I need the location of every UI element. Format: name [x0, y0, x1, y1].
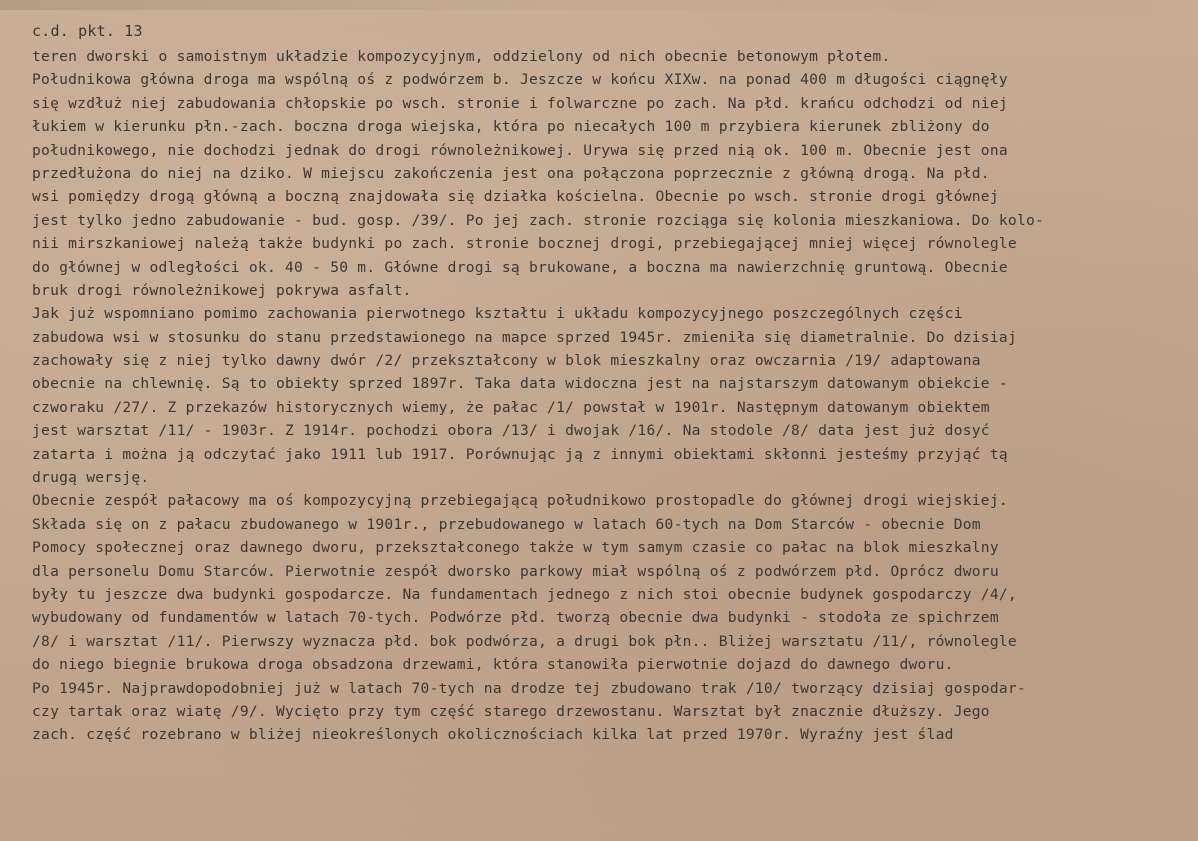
- text-line: łukiem w kierunku płn.-zach. boczna droga wiejska, która po niecałych 100 m przybiera kierunek zbliżony do: [32, 118, 990, 136]
- text-line: Składa się on z pałacu zbudowanego w 1901r., przebudowanego w latach 60-tych na Dom Starców - obecnie Dom: [32, 515, 981, 533]
- torn-top-edge: [0, 0, 1198, 10]
- text-line: Po 1945r. Najprawdopodobniej już w latach 70-tych na drodze tej zbudowano trak /10/ tworzący dzisiaj gospodar-: [32, 679, 1026, 697]
- text-line: jest warsztat /11/ - 1903r. Z 1914r. pochodzi obora /13/ i dwojak /16/. Na stodole /8/ data jest już dosyć: [32, 422, 990, 440]
- text-line: czy tartak oraz wiatę /9/. Wycięto przy tym część starego drzewostanu. Warsztat był znacznie dłuższy. Jego: [32, 702, 990, 720]
- text-line: Południkowa główna droga ma wspólną oś z podwórzem b. Jeszcze w końcu XIXw. na ponad 400 m długości ciągnęły: [32, 71, 1008, 89]
- text-line: południkowego, nie dochodzi jednak do drogi równoleżnikowej. Urywa się przed nią ok. 100 m. Obecnie jest ona: [32, 141, 1008, 159]
- text-line: się wzdłuż niej zabudowania chłopskie po wsch. stronie i folwarczne po zach. Na płd. krańcu odchodzi od niej: [32, 94, 1008, 112]
- text-line: do głównej w odległości ok. 40 - 50 m. Główne drogi są brukowane, a boczna ma nawierzchnię gruntową. Obecnie: [32, 258, 1008, 276]
- text-line: dla personelu Domu Starców. Pierwotnie zespół dworsko parkowy miał wspólną oś z podwórzem płd. Oprócz dworu: [32, 562, 999, 580]
- text-line: były tu jeszcze dwa budynki gospodarcze. Na fundamentach jednego z nich stoi obecnie budynek gospodarczy /4/,: [32, 585, 1017, 603]
- text-line: Jak już wspomniano pomimo zachowania pierwotnego kształtu i układu kompozycyjnego poszczególnych części: [32, 305, 963, 323]
- text-line: czworaku /27/. Z przekazów historycznych wiemy, że pałac /1/ powstał w 1901r. Następnym datowanym obiektem: [32, 398, 990, 416]
- text-line: teren dworski o samoistnym układzie kompozycyjnym, oddzielony od nich obecnie betonowym płotem.: [32, 48, 891, 65]
- text-line: zabudowa wsi w stosunku do stanu przedstawionego na mapce sprzed 1945r. zmieniła się diametralnie. Do dzisiaj: [32, 328, 1017, 346]
- text-line: bruk drogi równoleżnikowej pokrywa asfalt.: [32, 281, 412, 299]
- text-line: wsi pomiędzy drogą główną a boczną znajdowała się działka kościelna. Obecnie po wsch. stronie drogi głównej: [32, 188, 999, 206]
- text-line: jest tylko jedno zabudowanie - bud. gosp. /39/. Po jej zach. stronie rozciąga się kolonia mieszkaniowa. Do kolo-: [32, 211, 1045, 229]
- text-line: Pomocy społecznej oraz dawnego dworu, przekształconego także w tym samym czasie co pałac na blok mieszkalny: [32, 539, 999, 557]
- text-line: przedłużona do niej na dziko. W miejscu zakończenia jest ona połączona poprzecznie z główną drogą. Na płd.: [32, 164, 990, 182]
- text-line: /8/ i warsztat /11/. Pierwszy wyznacza płd. bok podwórza, a drugi bok płn.. Bliżej warsztatu /11/, równolegle: [32, 632, 1017, 650]
- document-body: [32, 45, 1182, 747]
- text-line: zach. część rozebrano w bliżej nieokreślonych okolicznościach kilka lat przed 1970r. Wyraźny jest ślad: [32, 726, 954, 744]
- text-line: Obecnie zespół pałacowy ma oś kompozycyjną przebiegającą południkowo prostopadle do głównej drogi wiejskiej.: [32, 492, 1008, 510]
- text-line: do niego biegnie brukowa droga obsadzona drzewami, która stanowiła pierwotnie dojazd do dawnego dworu.: [32, 656, 954, 674]
- text-line: obecnie na chlewnię. Są to obiekty sprzed 1897r. Taka data widoczna jest na najstarszym datowanym obiekcie -: [32, 375, 1008, 393]
- text-line: drugą wersję.: [32, 469, 150, 487]
- text-line: nii mirszkaniowej należą także budynki po zach. stronie bocznej drogi, przebiegającej mniej więcej równolegle: [32, 235, 1017, 253]
- text-line: wybudowany od fundamentów w latach 70-tych. Podwórze płd. tworzą obecnie dwa budynki - stodoła ze spichrzem: [32, 609, 999, 627]
- page-reference: c.d. pkt. 13: [32, 22, 143, 40]
- text-line: zachowały się z niej tylko dawny dwór /2/ przekształcony w blok mieszkalny oraz owczarnia /19/ adaptowana: [32, 352, 981, 370]
- text-line: zatarta i można ją odczytać jako 1911 lub 1917. Porównując ją z innymi obiektami skłonni jesteśmy przyjąć tą: [32, 445, 1008, 463]
